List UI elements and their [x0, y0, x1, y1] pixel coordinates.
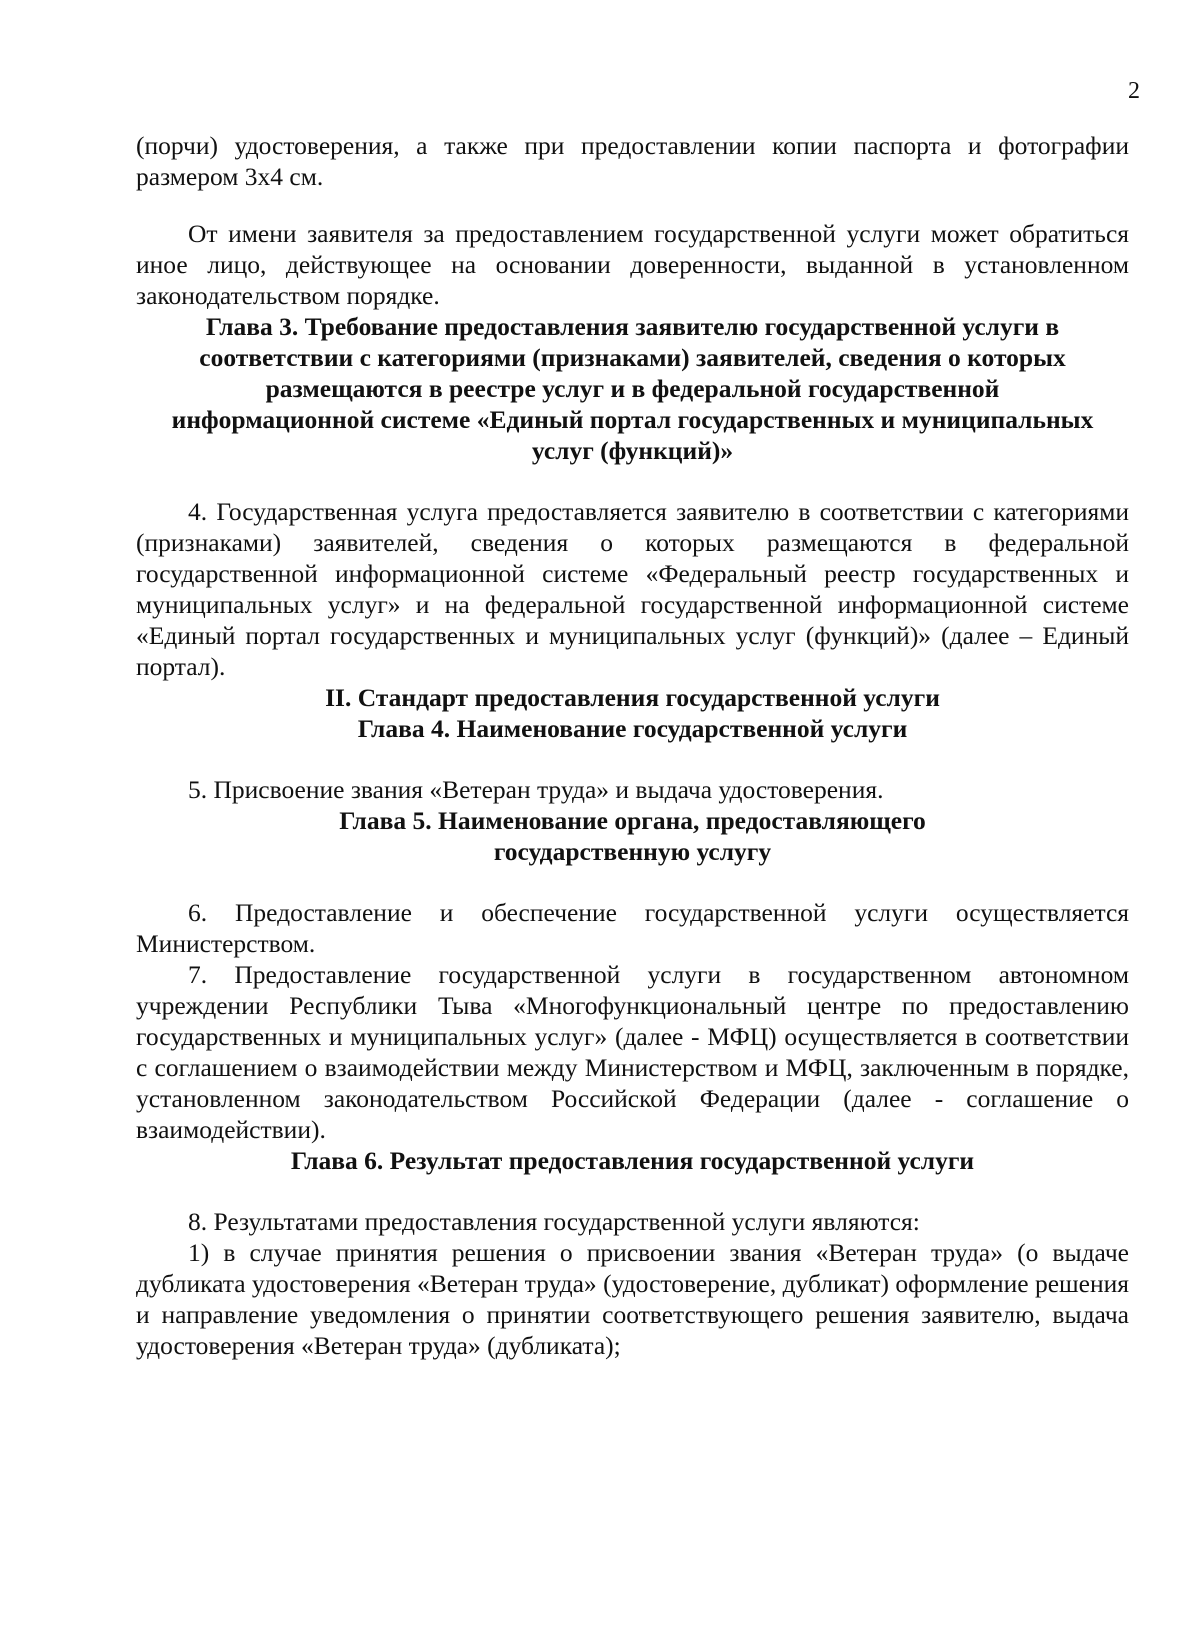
heading-chapter-5: [136, 805, 1129, 867]
heading-chapter-3-line: информационной системе «Единый портал государственных и муниципальных: [171, 405, 1094, 434]
heading-chapter-6: Глава 6. Результат предоставления государственной услуги: [290, 1146, 975, 1175]
heading-section-2: II. Стандарт предоставления государственной услуги: [325, 683, 940, 712]
heading-chapter-5-line: государственную услугу: [493, 837, 772, 866]
document-body: [136, 130, 1129, 1361]
page-number: 2: [1128, 78, 1140, 104]
paragraph-6: 6. Предоставление и обеспечение государственной услуги осуществляется Министерством.: [136, 898, 1129, 958]
paragraph-8-item-1: 1) в случае принятия решения о присвоении звания «Ветеран труда» (о выдаче дубликата удостоверения «Ветеран труда» (удостоверение, дубликат) оформление решения и направление уведомления о принятии соответствующего решения заявителю, выдача удостоверения «Ветеран труда» (дубликата);: [136, 1238, 1129, 1360]
heading-chapter-3: [136, 311, 1129, 466]
paragraph-representative: От имени заявителя за предоставлением государственной услуги может обратиться иное лицо, действующее на основании доверенности, выданной в установленном законодательством порядке.: [136, 219, 1129, 310]
paragraph-7: 7. Предоставление государственной услуги в государственном автономном учреждении Республики Тыва «Многофункциональный центре по предоставлению государственных и муниципальных услуг» (далее - МФЦ) осуществляется в соответствии с соглашением о взаимодействии между Министерством и МФЦ, заключенным в порядке, установленном законодательством Российской Федерации (далее - соглашение о взаимодействии).: [136, 960, 1129, 1144]
heading-chapter-4: Глава 4. Наименование государственной услуги: [357, 714, 908, 743]
heading-chapter-3-line: услуг (функций)»: [531, 436, 734, 465]
paragraph-continuation: (порчи) удостоверения, а также при предоставлении копии паспорта и фотографии размером 3х4 см.: [136, 131, 1129, 191]
paragraph-4: 4. Государственная услуга предоставляется заявителю в соответствии с категориями (признаками) заявителей, сведения о которых размещаются в федеральной государственной информационной системе «Федеральный реестр государственных и муниципальных услуг» и на федеральной государственной информационной системе «Единый портал государственных и муниципальных услуг (функций)» (далее – Единый портал).: [136, 497, 1129, 681]
heading-chapter-3-line: размещаются в реестре услуг и в федеральной государственной: [265, 374, 1000, 403]
paragraph-8: 8. Результатами предоставления государственной услуги являются:: [188, 1207, 920, 1236]
heading-chapter-3-line: соответствии с категориями (признаками) заявителей, сведения о которых: [199, 343, 1066, 372]
heading-chapter-5-line: Глава 5. Наименование органа, предоставляющего: [339, 806, 926, 835]
paragraph-5: 5. Присвоение звания «Ветеран труда» и выдача удостоверения.: [188, 775, 884, 804]
heading-chapter-3-line: Глава 3. Требование предоставления заявителю государственной услуги в: [205, 312, 1060, 341]
